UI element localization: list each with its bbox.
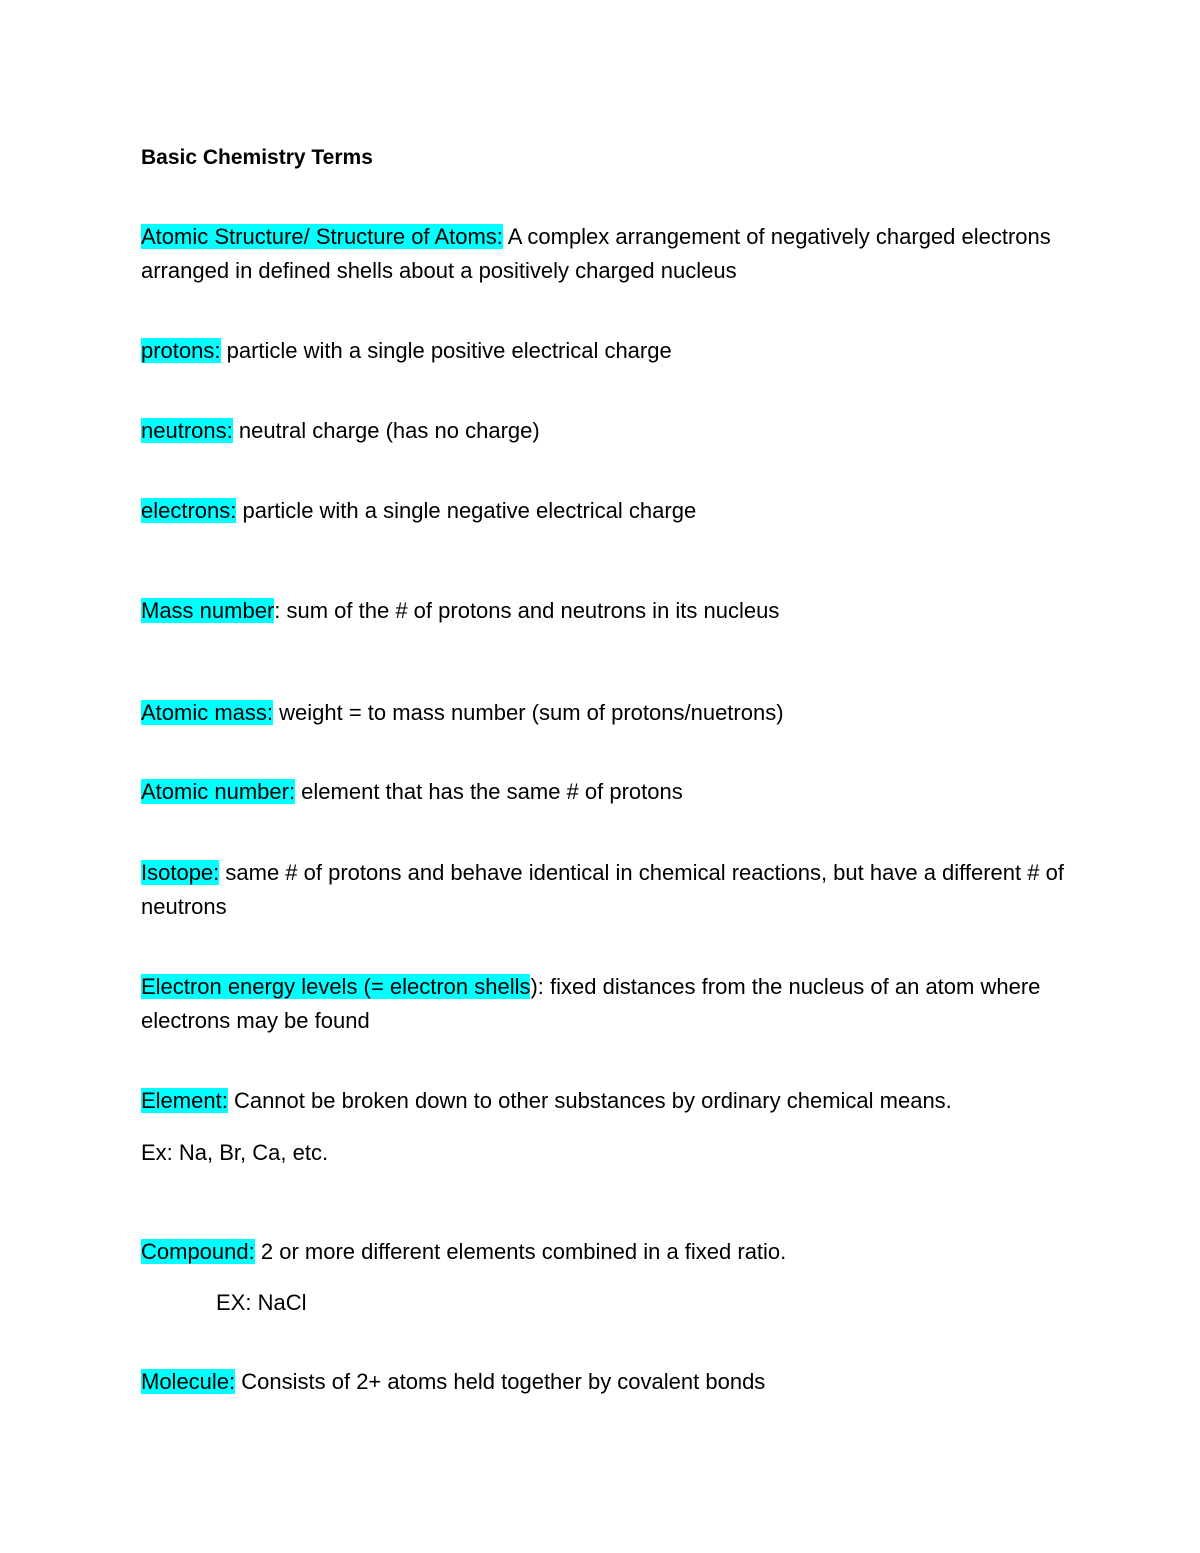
term-highlight: Isotope: (141, 860, 220, 885)
term-highlight: Compound: (141, 1239, 255, 1264)
entry-compound (141, 1235, 1071, 1269)
term-highlight: Atomic number: (141, 779, 296, 804)
entry-electron-energy-levels (141, 970, 1071, 1038)
term-highlight: Atomic mass: (141, 700, 274, 725)
entry-molecule (141, 1365, 1071, 1399)
document-title: Basic Chemistry Terms (141, 146, 373, 169)
entry-atomic-number (141, 775, 1071, 809)
term-definition: same # of protons and behave identical in chemical reactions, but have a different # of neutrons (141, 860, 1064, 919)
term-definition: neutral charge (has no charge) (232, 418, 540, 443)
entry-neutrons (141, 414, 1071, 448)
term-definition: particle with a single positive electrical charge (220, 338, 672, 363)
entry-isotope (141, 856, 1071, 924)
term-highlight: protons: (141, 338, 221, 363)
entry-atomic-mass (141, 696, 1071, 730)
term-definition: : sum of the # of protons and neutrons in its nucleus (274, 598, 780, 623)
term-highlight: Atomic Structure/ Structure of Atoms: (141, 224, 503, 249)
term-definition: Consists of 2+ atoms held together by covalent bonds (235, 1369, 766, 1394)
term-highlight: Electron energy levels (= electron shells (141, 974, 531, 999)
entry-mass-number (141, 594, 1071, 628)
element-example: Ex: Na, Br, Ca, etc. (141, 1140, 329, 1165)
term-definition: 2 or more different elements combined in a fixed ratio. (254, 1239, 787, 1264)
term-highlight: Element: (141, 1088, 228, 1113)
term-definition: element that has the same # of protons (295, 779, 683, 804)
term-definition: particle with a single negative electrical charge (236, 498, 697, 523)
term-highlight: Mass number (141, 598, 275, 623)
term-highlight: neutrons: (141, 418, 233, 443)
entry-element (141, 1084, 1071, 1118)
entry-electrons (141, 494, 1071, 528)
term-definition: ): fixed distances from the nucleus of an atom where electrons may be found (141, 974, 1041, 1033)
compound-example: EX: NaCl (216, 1290, 307, 1315)
term-definition: A complex arrangement of negatively charged electrons arranged in defined shells about a positively charged nucleus (141, 224, 1051, 283)
entry-atomic-structure (141, 220, 1071, 288)
term-definition: Cannot be broken down to other substances by ordinary chemical means. (227, 1088, 952, 1113)
entry-protons (141, 334, 1071, 368)
term-definition: weight = to mass number (sum of protons/nuetrons) (273, 700, 784, 725)
term-highlight: electrons: (141, 498, 237, 523)
term-highlight: Molecule: (141, 1369, 236, 1394)
